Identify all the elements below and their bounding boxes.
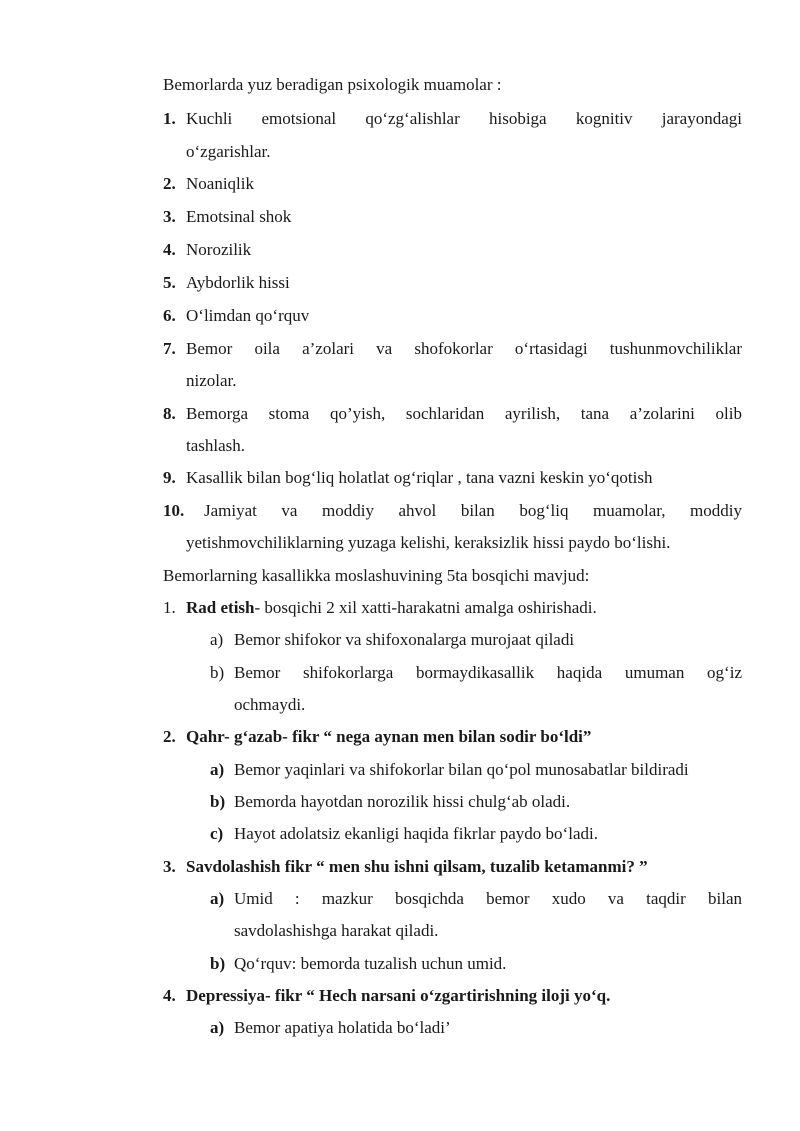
problem-text: Kuchli emotsional qo‘zg‘alishlar hisobiga kognitiv jarayondagi: [186, 109, 742, 128]
problem-text-continuation: tashlash.: [186, 436, 246, 455]
stage-item-letter: b): [210, 954, 226, 973]
problem-number: 9.: [163, 468, 176, 487]
problem-text-continuation: yetishmovchiliklarning yuzaga kelishi, keraksizlik hissi paydo bo‘lishi.: [186, 533, 671, 552]
stage-item-text: Hayot adolatsiz ekanligi haqida fikrlar paydo bo‘ladi.: [234, 824, 598, 843]
problem-number: 6.: [163, 306, 176, 325]
problem-text: O‘limdan qo‘rquv: [186, 306, 310, 325]
problem-text-continuation: nizolar.: [186, 371, 237, 390]
problem-text: Norozilik: [186, 240, 252, 259]
problem-text-continuation: o‘zgarishlar.: [186, 142, 271, 161]
problem-text: Noaniqlik: [186, 174, 254, 193]
stage-item-letter: a): [210, 889, 225, 908]
problem-text: Aybdorlik hissi: [186, 273, 290, 292]
stage-number: 3.: [163, 857, 176, 876]
stage-item-text-continuation: savdolashishga harakat qiladi.: [234, 921, 439, 940]
stage-item-text: Bemorda hayotdan norozilik hissi chulg‘ab oladi.: [234, 792, 571, 811]
stage-item-letter: c): [210, 824, 224, 843]
problem-text: Jamiyat va moddiy ahvol bilan bog‘liq muamolar, moddiy: [204, 501, 742, 520]
stage-title: Rad etish: [186, 598, 255, 617]
problem-text: Emotsinal shok: [186, 207, 292, 226]
problem-number: 5.: [163, 273, 176, 292]
problem-number: 7.: [163, 339, 176, 358]
problem-number: 2.: [163, 174, 176, 193]
stage-item-text: Bemor yaqinlari va shifokorlar bilan qo‘pol munosabatlar bildiradi: [234, 760, 689, 779]
stages-heading: Bemorlarning kasallikka moslashuvining 5ta bosqichi mavjud:: [163, 566, 590, 585]
problem-number: 4.: [163, 240, 176, 259]
problem-text: Bemorga stoma qo’yish, sochlaridan ayrilish, tana a’zolarini olib: [186, 404, 742, 423]
stage-item-text: Umid : mazkur bosqichda bemor xudo va taqdir bilan: [234, 889, 742, 908]
stage-number: 4.: [163, 986, 176, 1005]
stage-title: Qahr- g‘azab- fikr “ nega aynan men bilan sodir bo‘ldi”: [186, 727, 592, 746]
problem-number: 3.: [163, 207, 176, 226]
problem-number: 10.: [163, 501, 185, 520]
problems-heading: Bemorlarda yuz beradigan psixologik muamolar :: [163, 75, 502, 94]
problem-text: Bemor oila a’zolari va shofokorlar o‘rtasidagi tushunmovchiliklar: [186, 339, 742, 358]
stage-item-letter: a): [210, 630, 224, 649]
stage-heading: [186, 597, 597, 619]
stage-item-letter: b): [210, 792, 226, 811]
stage-item-text: Bemor apatiya holatida bo‘ladi’: [234, 1018, 451, 1037]
stage-item-text: Qo‘rquv: bemorda tuzalish uchun umid.: [234, 954, 507, 973]
problem-text: Kasallik bilan bog‘liq holatlat og‘riqlar , tana vazni keskin yo‘qotish: [186, 468, 653, 487]
problem-number: 1.: [163, 109, 176, 128]
stage-description: - bosqichi 2 xil xatti-harakatni amalga oshirishadi.: [254, 598, 597, 617]
stage-title: Savdolashish fikr “ men shu ishni qilsam, tuzalib ketamanmi? ”: [186, 857, 648, 876]
problem-number: 8.: [163, 404, 176, 423]
stage-number: 1.: [163, 598, 176, 617]
stage-item-text: Bemor shifokorlarga bormaydikasallik haqida umuman og‘iz: [234, 663, 742, 682]
stage-item-text: Bemor shifokor va shifoxonalarga murojaat qiladi: [234, 630, 575, 649]
stage-item-letter: a): [210, 760, 225, 779]
stage-title: Depressiya- fikr “ Hech narsani o‘zgartirishning iloji yo‘q.: [186, 986, 611, 1005]
stage-item-letter: b): [210, 663, 225, 682]
stage-item-letter: a): [210, 1018, 225, 1037]
stage-item-text-continuation: ochmaydi.: [234, 695, 306, 714]
stage-number: 2.: [163, 727, 176, 746]
